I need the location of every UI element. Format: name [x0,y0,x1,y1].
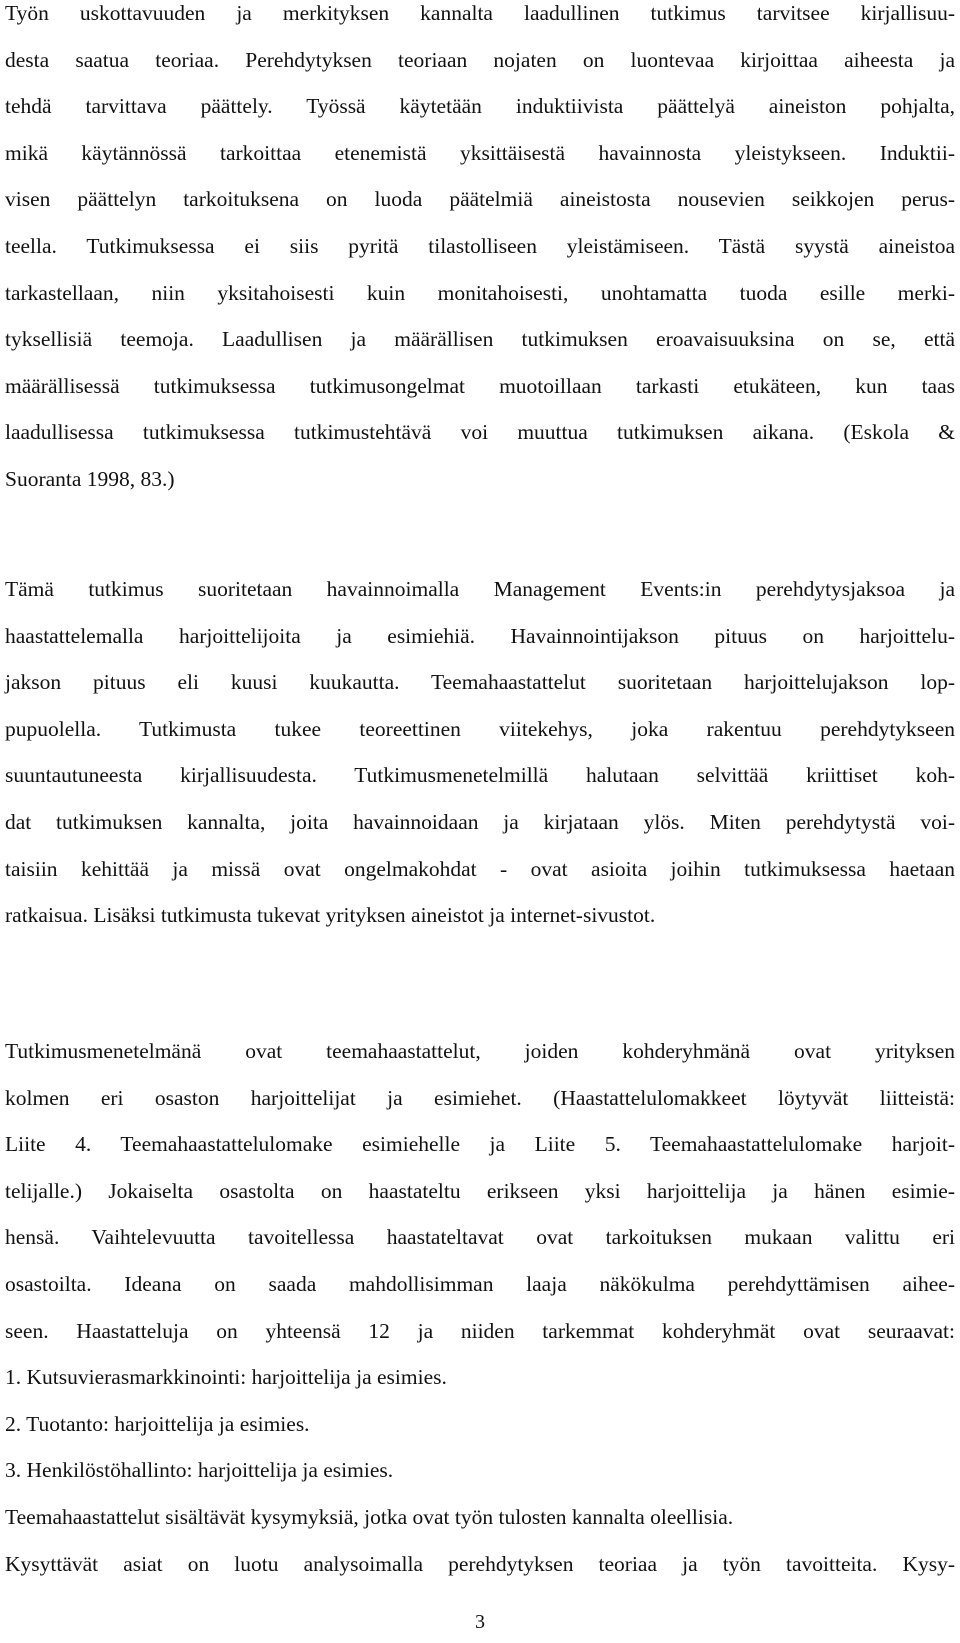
text-line: visen päättelyn tarkoituksena on luoda päätelmiä aineistosta nousevien seikkojen perus- [5,187,955,212]
text-line: tarkastellaan, niin yksitahoisesti kuin monitahoisesti, unohtamatta tuoda esille merki- [5,280,955,305]
paragraph-research-execution [5,566,955,939]
text-line: tehdä tarvittava päättely. Työssä käytetään induktiivista päättelyä aineiston pohjalta, [5,94,955,119]
text-line: Tutkimusmenetelmänä ovat teemahaastattelut, joiden kohderyhmänä ovat yrityksen [5,1039,955,1063]
text-line: haastattelemalla harjoittelijoita ja esimiehiä. Havainnointijakson pituus on harjoittelu- [5,623,955,648]
text-line: dat tutkimuksen kannalta, joita havainnoidaan ja kirjataan ylös. Miten perehdytystä voi- [5,809,955,834]
paragraph-research-approach [5,0,955,503]
text-line: määrällisessä tutkimuksessa tutkimusongelmat muotoillaan tarkasti etukäteen, kun taas [5,373,955,398]
text-line: Suoranta 1998, 83.) [5,466,175,491]
text-line: desta saatua teoriaa. Perehdytyksen teoriaan nojaten on luontevaa kirjoittaa aiheesta ja [5,47,955,72]
list-item: 2. Tuotanto: harjoittelija ja esimies. [5,1411,310,1436]
text-line: seen. Haastatteluja on yhteensä 12 ja niiden tarkemmat kohderyhmät ovat seuraavat: [5,1318,955,1343]
text-line: Kysyttävät asiat on luotu analysoimalla perehdytyksen teoriaa ja työn tavoitteita. Kysy- [5,1551,955,1576]
paragraph-research-methods [5,1028,955,1587]
text-line: hensä. Vaihtelevuutta tavoitellessa haastateltavat ovat tarkoituksen mukaan valittu eri [5,1225,955,1250]
text-line: jakson pituus eli kuusi kuukautta. Teemahaastattelut suoritetaan harjoittelujakson lop- [5,670,955,695]
text-line: kolmen eri osaston harjoittelijat ja esimiehet. (Haastattelulomakkeet löytyvät liitteistä: [5,1085,955,1110]
text-line: osastoilta. Ideana on saada mahdollisimman laaja näkökulma perehdyttämisen aihee- [5,1271,955,1296]
text-line: tyksellisiä teemoja. Laadullisen ja määrällisen tutkimuksen eroavaisuuksina on se, että [5,327,955,352]
text-line: taisiin kehittää ja missä ovat ongelmakohdat - ovat asioita joihin tutkimuksessa haetaan [5,856,955,881]
text-line: Työn uskottavuuden ja merkityksen kannalta laadullinen tutkimus tarvitsee kirjallisuu- [5,1,955,25]
text-line: telijalle.) Jokaiselta osastolta on haastateltu erikseen yksi harjoittelija ja hänen esimie- [5,1178,955,1203]
text-line: Teemahaastattelut sisältävät kysymyksiä, jotka ovat työn tulosten kannalta oleellisia. [5,1504,734,1529]
text-line: Liite 4. Teemahaastattelulomake esimiehelle ja Liite 5. Teemahaastattelulomake harjoit- [5,1132,955,1157]
text-line: Tämä tutkimus suoritetaan havainnoimalla Management Events:in perehdytysjaksoa ja [5,577,955,601]
text-line: pupuolella. Tutkimusta tukee teoreettinen viitekehys, joka rakentuu perehdytykseen [5,716,955,741]
text-line: ratkaisua. Lisäksi tutkimusta tukevat yrityksen aineistot ja internet-sivustot. [5,903,656,928]
list-item: 3. Henkilöstöhallinto: harjoittelija ja esimies. [5,1458,394,1483]
text-line: teella. Tutkimuksessa ei siis pyritä tilastolliseen yleistämiseen. Tästä syystä aineistoa [5,233,955,258]
text-line: laadullisessa tutkimuksessa tutkimustehtävä voi muuttua tutkimuksen aikana. (Eskola & [5,420,955,445]
list-item: 1. Kutsuvierasmarkkinointi: harjoittelija ja esimies. [5,1365,447,1390]
page-number: 3 [475,1611,485,1633]
text-line: mikä käytännössä tarkoittaa etenemistä yksittäisestä havainnosta yleistykseen. Induktii- [5,140,955,165]
text-line: suuntautuneesta kirjallisuudesta. Tutkimusmenetelmillä halutaan selvittää kriittiset koh- [5,763,955,788]
